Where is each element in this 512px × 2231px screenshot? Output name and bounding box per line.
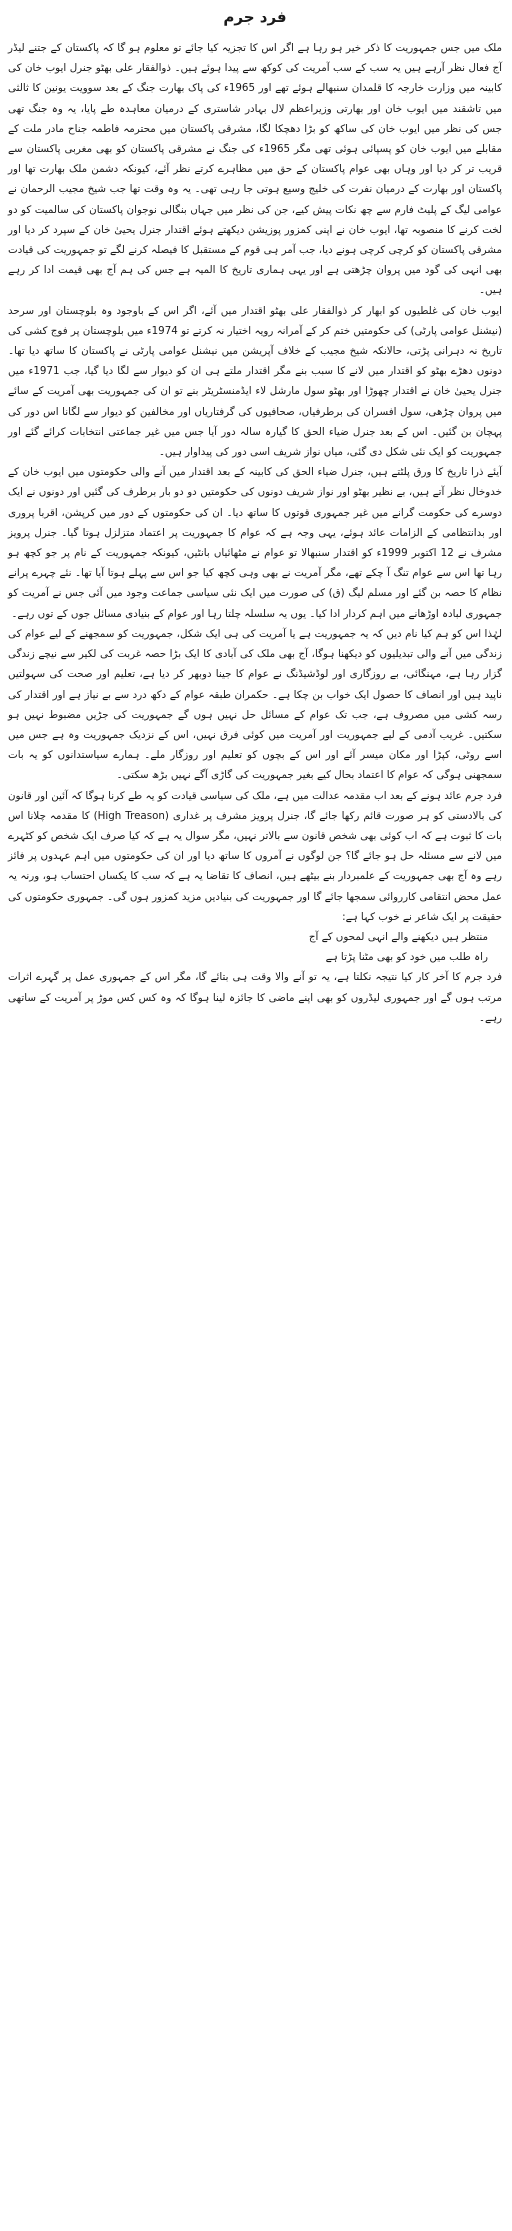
article-paragraph: ایوب خان کی غلطیوں کو ابھار کر ذوالفقار علی بھٹو اقتدار میں آئے، اگر اس کے باوجود وہ بلوچستان اور سرحد (نیشنل عوامی پارٹی) کی حکومتیں ختم کر کے آمرانہ رویہ اختیار نہ کرتے تو 1974ء میں بلوچستان پر فوج کشی کی تاریخ نہ دہرانی پڑتی، حالانکہ شیخ مجیب کے خلاف آپریشن میں نیشنل عوامی پارٹی نے پاکستان کا ساتھ دیا تھا۔ دونوں دھڑے بھٹو کو اقتدار میں لانے کا سبب بنے مگر اقتدار ملتے ہی ان کو دیوار سے لگا دیا گیا، جب 1971ء میں جنرل یحییٰ خان نے اقتدار چھوڑا اور بھٹو سول مارشل لاء ایڈمنسٹریٹر بنے تو ان کی جمہوریت بھی آمریت کے سائے میں پروان چڑھی، سول افسران کی برطرفیاں، صحافیوں کی گرفتاریاں اور مخالفین کو دیوار سے لگانا اس دور کی پہچان بن گئیں۔ اس کے بعد جنرل ضیاء الحق کا گیارہ سالہ دور آیا جس میں غیر جماعتی انتخابات کرائے گئے اور جمہوریت کو ایک نئی شکل دی گئی، میاں نواز شریف اسی دور کی پیداوار ہیں۔ <box>8 304 502 459</box>
poem-verse <box>8 927 502 967</box>
article-closing <box>8 967 502 1028</box>
closing-paragraph: فرد جرم کا آخر کار کیا نتیجہ نکلتا ہے، یہ تو آنے والا وقت ہی بتائے گا، مگر اس کے جمہوری عمل پر گہرے اثرات مرتب ہوں گے اور جمہوری لیڈروں کو بھی اپنے ماضی کا جائزہ لینا ہوگا کہ وہ کس کس موڑ پر آمریت کے ساتھی رہے۔ <box>8 971 502 1024</box>
article-body <box>8 38 502 927</box>
article-title: فرد جرم <box>223 8 287 26</box>
verse-line: منتظر ہیں دیکھنے والے انہی لمحوں کے آج <box>308 930 488 943</box>
verse-line: راہ طلب میں خود کو بھی مٹنا پڑتا ہے <box>325 951 488 964</box>
article-paragraph: ملک میں جس جمہوریت کا ذکر خیر ہو رہا ہے اگر اس کا تجزیہ کیا جائے تو معلوم ہو گا کہ پاکستان کے جتنے لیڈر آج فعال نظر آرہے ہیں یہ سب کے سب آمریت کی کوکھ سے پیدا ہوئے ہیں۔ ذوالفقار علی بھٹو جنرل ایوب خان کی کابینہ میں وزارت خارجہ کا قلمدان سنبھالے ہوئے تھے اور 1965ء کی پاک بھارت جنگ کے بعد سوویت یونین کا ثالثی میں تاشقند میں ایوب خان اور بھارتی وزیراعظم لال بہادر شاستری کے درمیان معاہدہ طے پایا، یہ وہ جنگ تھی جس کی نظر میں ایوب خان کی ساکھ کو بڑا دھچکا لگا، مشرقی پاکستان میں محترمہ فاطمہ جناح مادر ملت کے مقابلے میں ایوب خان کو پسپائی ہوئی تھی مگر 1965ء کی جنگ نے مشرقی پاکستان کو بھی مغربی پاکستان سے قریب تر کر دیا اور وہاں بھی عوام پاکستان کے حق میں مظاہرے کرتے نظر آئے، کیونکہ دشمن ملک بھارت تھا اور پاکستان اور بھارت کے درمیان نفرت کی خلیج وسیع ہوتی جا رہی تھی۔ یہ وہ وقت تھا جب شیخ مجیب الرحمان نے عوامی لیگ کے پلیٹ فارم سے چھ نکات پیش کیے، جن کی نظر میں جہاں بنگالی نوجوان پاکستان کی سالمیت کو دو لخت کرنے کا منصوبہ تھا، ایوب خان نے اپنی کمزور پوزیشن دیکھتے ہوئے اقتدار جنرل یحییٰ خان کے سپرد کر دیا اور مشرقی پاکستان کو کرچی کرچی ہونے دیا، جب آمر ہی قوم کے مستقبل کا فیصلہ کرنے لگے تو جمہوریت کی قیادت بھی انہی کی گود میں پروان چڑھتی ہے اور یہی ہماری تاریخ کا المیہ ہے جس کی ہم آج بھی قیمت ادا کر رہے ہیں۔ <box>8 42 502 297</box>
article-paragraph: لہٰذا اس کو ہم کیا نام دیں کہ یہ جمہوریت ہے یا آمریت کی ہی ایک شکل، جمہوریت کو سمجھنے کے لیے عوام کی زندگی میں آنے والی تبدیلیوں کو دیکھنا ہوگا، آج بھی ملک کی آبادی کا ایک بڑا حصہ غربت کی لکیر سے نیچے زندگی گزار رہا ہے، مہنگائی، بے روزگاری اور لوڈشیڈنگ نے عوام کا جینا دوبھر کر دیا ہے، تعلیم اور صحت کی سہولتیں ناپید ہیں اور انصاف کا حصول ایک خواب بن چکا ہے۔ حکمران طبقہ عوام کے دکھ درد سے بے نیاز ہے اور اقتدار کی رسہ کشی میں مصروف ہے، جب تک عوام کے مسائل حل نہیں ہوں گے جمہوریت کی جڑیں مضبوط نہیں ہو سکتیں۔ غریب آدمی کے لیے جمہوریت اور آمریت میں کوئی فرق نہیں، اس کے نزدیک جمہوریت وہ ہے جس میں اسے روٹی، کپڑا اور مکان میسر آئے اور اس کے بچوں کو تعلیم اور روزگار ملے۔ ہمارے سیاستدانوں کو یہ بات سمجھنی ہوگی کہ عوام کا اعتماد بحال کیے بغیر جمہوریت کی گاڑی آگے نہیں بڑھ سکتی۔ <box>8 627 502 782</box>
article-paragraph: فرد جرم عائد ہونے کے بعد اب مقدمہ عدالت میں ہے، ملک کی سیاسی قیادت کو یہ طے کرنا ہوگا کہ آئین اور قانون کی بالادستی کو ہر صورت قائم رکھا جائے گا، جنرل پرویز مشرف پر غداری (High Treason) کا مقدمہ چلانا اس بات کا ثبوت ہے کہ اب کوئی بھی شخص قانون سے بالاتر نہیں، مگر سوال یہ ہے کہ کیا صرف ایک شخص کو کٹہرے میں لانے سے مسئلہ حل ہو جائے گا؟ جن لوگوں نے آمروں کا ساتھ دیا اور ان کی حکومتوں میں اہم عہدوں پر فائز رہے وہ آج بھی جمہوریت کے علمبردار بنے بیٹھے ہیں، انصاف کا تقاضا یہ ہے کہ سب کا یکساں احتساب ہو، ورنہ یہ عمل محض انتقامی کارروائی سمجھا جائے گا اور جمہوریت کی بنیادیں مزید کمزور ہوں گی۔ جمہوری حکومتوں کی حقیقت پر ایک شاعر نے خوب کہا ہے: <box>8 789 502 923</box>
article-paragraph: آیئے ذرا تاریخ کا ورق پلٹتے ہیں، جنرل ضیاء الحق کی کابینہ کے بعد اقتدار میں آنے والی حکومتوں میں ایوب خان کے خدوخال نظر آتے ہیں، بے نظیر بھٹو اور نواز شریف دونوں کی حکومتیں دو دو بار برطرف کی گئیں اور دونوں نے ایک دوسرے کی حکومت گرانے میں غیر جمہوری قوتوں کا ساتھ دیا۔ ان کی حکومتوں کے دور میں کرپشن، اقربا پروری اور بدانتظامی کے الزامات عائد ہوئے، یہی وجہ ہے کہ عوام کا جمہوریت پر اعتماد متزلزل ہوتا گیا۔ جنرل پرویز مشرف نے 12 اکتوبر 1999ء کو اقتدار سنبھالا تو عوام نے مٹھائیاں بانٹیں، کیونکہ جمہوریت کے نام پر جو کچھ ہو رہا تھا اس سے عوام تنگ آ چکے تھے، مگر آمریت نے بھی وہی کچھ کیا جو اس سے پہلے ہوتا آیا تھا۔ نئے چہرے پرانے نظام کا حصہ بن گئے اور مسلم لیگ (ق) کی صورت میں ایک نئی سیاسی جماعت وجود میں آئی جس نے آمریت کو جمہوری لبادہ اوڑھانے میں اہم کردار ادا کیا۔ یوں یہ سلسلہ چلتا رہا اور عوام کے بنیادی مسائل جوں کے توں رہے۔ <box>8 466 502 620</box>
